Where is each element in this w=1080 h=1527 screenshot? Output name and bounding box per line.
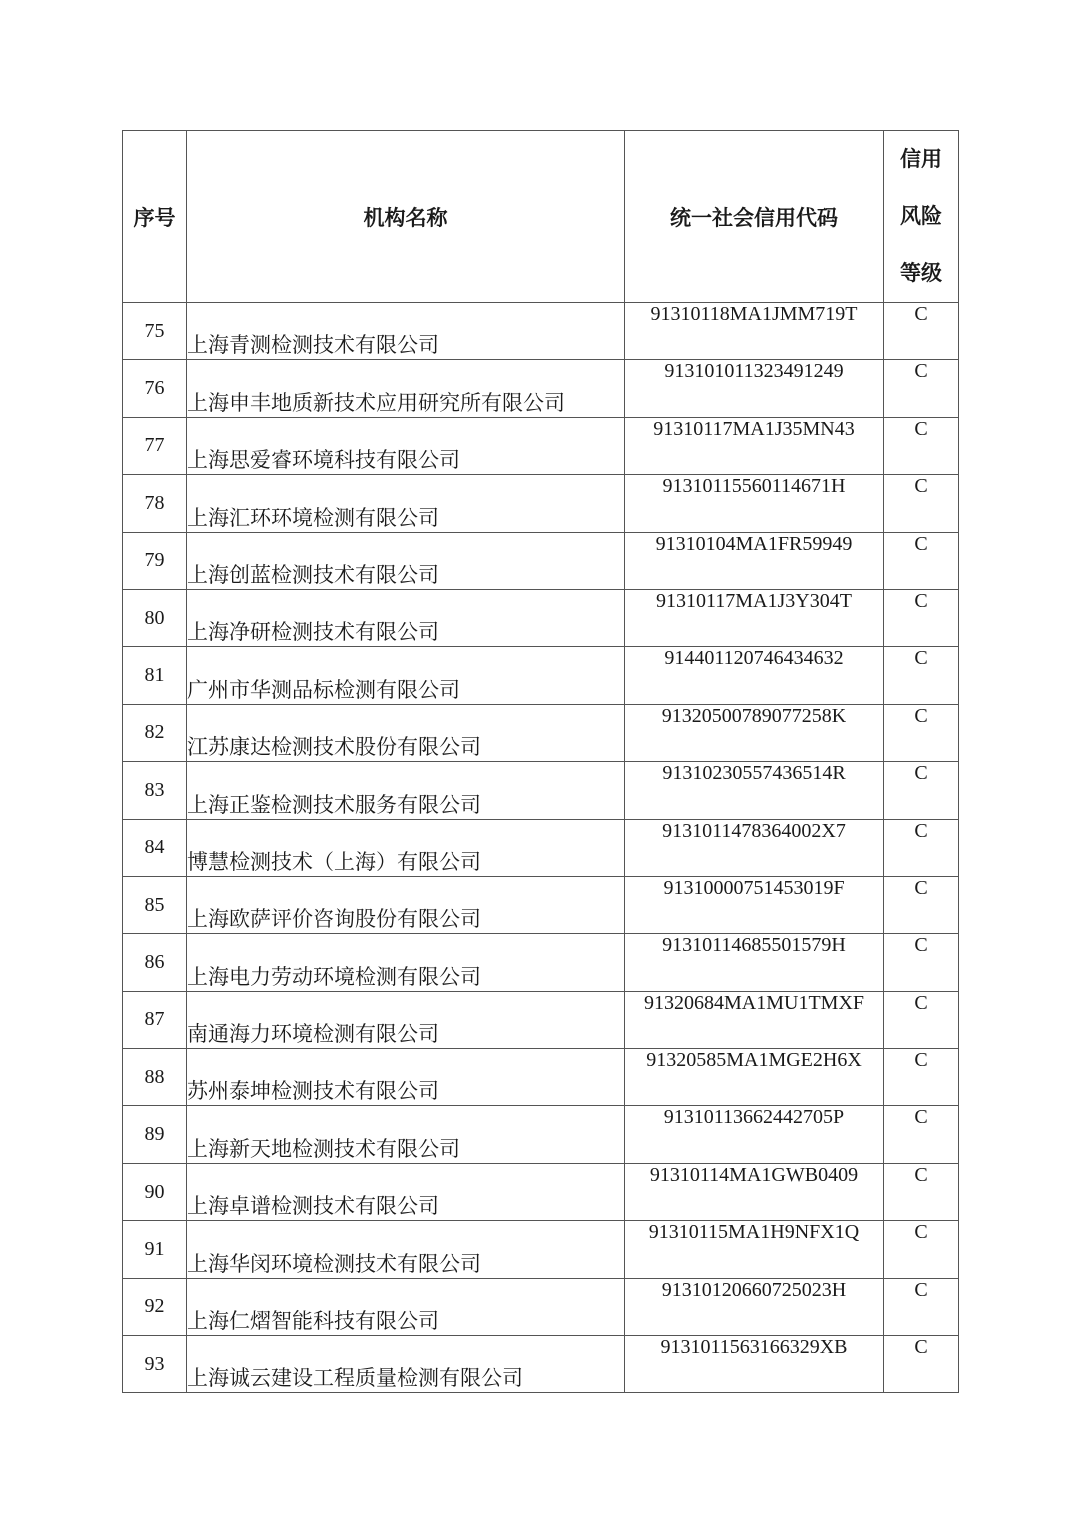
row-code: 9131011563166329XB — [625, 1336, 884, 1393]
table-row — [123, 589, 959, 646]
table-body — [123, 303, 959, 1393]
row-code: 9131011478364002X7 — [625, 819, 884, 876]
header-risk-line: 等级 — [900, 261, 942, 285]
credit-risk-table — [122, 130, 959, 1393]
row-code: 91310000751453019F — [625, 876, 884, 933]
row-name: 上海诚云建设工程质量检测有限公司 — [187, 1336, 625, 1393]
row-code: 91310230557436514R — [625, 762, 884, 819]
row-risk: C — [884, 1278, 959, 1335]
table-row — [123, 647, 959, 704]
header-risk — [884, 131, 959, 303]
row-name: 上海净研检测技术有限公司 — [187, 589, 625, 646]
row-risk: C — [884, 303, 959, 360]
row-code: 91310115MA1H9NFX1Q — [625, 1221, 884, 1278]
header-risk-line: 信用 — [900, 147, 942, 171]
table-row — [123, 475, 959, 532]
table-row — [123, 532, 959, 589]
row-risk: C — [884, 991, 959, 1048]
row-seq: 81 — [123, 647, 187, 704]
row-seq: 92 — [123, 1278, 187, 1335]
row-code: 91310117MA1J35MN43 — [625, 417, 884, 474]
row-risk: C — [884, 1336, 959, 1393]
row-risk: C — [884, 647, 959, 704]
row-risk: C — [884, 589, 959, 646]
row-seq: 87 — [123, 991, 187, 1048]
table-row — [123, 1221, 959, 1278]
header-row — [123, 131, 959, 303]
row-name: 上海申丰地质新技术应用研究所有限公司 — [187, 360, 625, 417]
row-risk: C — [884, 417, 959, 474]
row-seq: 93 — [123, 1336, 187, 1393]
row-seq: 84 — [123, 819, 187, 876]
row-risk: C — [884, 704, 959, 761]
table-row — [123, 876, 959, 933]
row-name: 江苏康达检测技术股份有限公司 — [187, 704, 625, 761]
row-name: 上海青测检测技术有限公司 — [187, 303, 625, 360]
table-row — [123, 1049, 959, 1106]
row-seq: 85 — [123, 876, 187, 933]
row-code: 91310117MA1J3Y304T — [625, 589, 884, 646]
table-row — [123, 934, 959, 991]
table-row — [123, 991, 959, 1048]
row-seq: 88 — [123, 1049, 187, 1106]
table-row — [123, 819, 959, 876]
header-name: 机构名称 — [187, 131, 625, 303]
row-code: 91320500789077258K — [625, 704, 884, 761]
row-code: 91310104MA1FR59949 — [625, 532, 884, 589]
row-risk: C — [884, 876, 959, 933]
row-code: 91310114685501579H — [625, 934, 884, 991]
row-risk: C — [884, 1049, 959, 1106]
row-name: 上海新天地检测技术有限公司 — [187, 1106, 625, 1163]
row-seq: 89 — [123, 1106, 187, 1163]
row-name: 南通海力环境检测有限公司 — [187, 991, 625, 1048]
row-code: 91310114MA1GWB0409 — [625, 1163, 884, 1220]
row-seq: 77 — [123, 417, 187, 474]
table-header — [123, 131, 959, 303]
table-row — [123, 417, 959, 474]
row-code: 91310118MA1JMM719T — [625, 303, 884, 360]
row-code: 91320684MA1MU1TMXF — [625, 991, 884, 1048]
row-name: 上海思爱睿环境科技有限公司 — [187, 417, 625, 474]
row-name: 上海创蓝检测技术有限公司 — [187, 532, 625, 589]
table-row — [123, 303, 959, 360]
row-name: 上海汇环环境检测有限公司 — [187, 475, 625, 532]
table-row — [123, 1336, 959, 1393]
row-name: 上海仁熠智能科技有限公司 — [187, 1278, 625, 1335]
row-code: 913101011323491249 — [625, 360, 884, 417]
row-risk: C — [884, 360, 959, 417]
row-risk: C — [884, 475, 959, 532]
table-row — [123, 1163, 959, 1220]
row-seq: 78 — [123, 475, 187, 532]
row-risk: C — [884, 1221, 959, 1278]
row-seq: 86 — [123, 934, 187, 991]
row-seq: 79 — [123, 532, 187, 589]
row-risk: C — [884, 1163, 959, 1220]
row-name: 上海电力劳动环境检测有限公司 — [187, 934, 625, 991]
row-name: 上海卓谱检测技术有限公司 — [187, 1163, 625, 1220]
row-seq: 75 — [123, 303, 187, 360]
row-seq: 82 — [123, 704, 187, 761]
table-row — [123, 1106, 959, 1163]
header-seq: 序号 — [123, 131, 187, 303]
row-risk: C — [884, 762, 959, 819]
row-risk: C — [884, 1106, 959, 1163]
row-code: 91310115560114671H — [625, 475, 884, 532]
row-seq: 90 — [123, 1163, 187, 1220]
row-name: 苏州泰坤检测技术有限公司 — [187, 1049, 625, 1106]
row-name: 上海欧萨评价咨询股份有限公司 — [187, 876, 625, 933]
row-name: 上海华闵环境检测技术有限公司 — [187, 1221, 625, 1278]
table-row — [123, 704, 959, 761]
row-code: 91310113662442705P — [625, 1106, 884, 1163]
row-code: 91310120660725023H — [625, 1278, 884, 1335]
table-row — [123, 1278, 959, 1335]
row-name: 博慧检测技术（上海）有限公司 — [187, 819, 625, 876]
row-risk: C — [884, 819, 959, 876]
row-code: 914401120746434632 — [625, 647, 884, 704]
table-row — [123, 762, 959, 819]
row-seq: 91 — [123, 1221, 187, 1278]
row-name: 广州市华测品标检测有限公司 — [187, 647, 625, 704]
row-seq: 83 — [123, 762, 187, 819]
row-risk: C — [884, 934, 959, 991]
row-name: 上海正鉴检测技术服务有限公司 — [187, 762, 625, 819]
row-risk: C — [884, 532, 959, 589]
table-row — [123, 360, 959, 417]
row-seq: 80 — [123, 589, 187, 646]
row-code: 91320585MA1MGE2H6X — [625, 1049, 884, 1106]
header-code: 统一社会信用代码 — [625, 131, 884, 303]
header-risk-line: 风险 — [900, 204, 942, 228]
row-seq: 76 — [123, 360, 187, 417]
